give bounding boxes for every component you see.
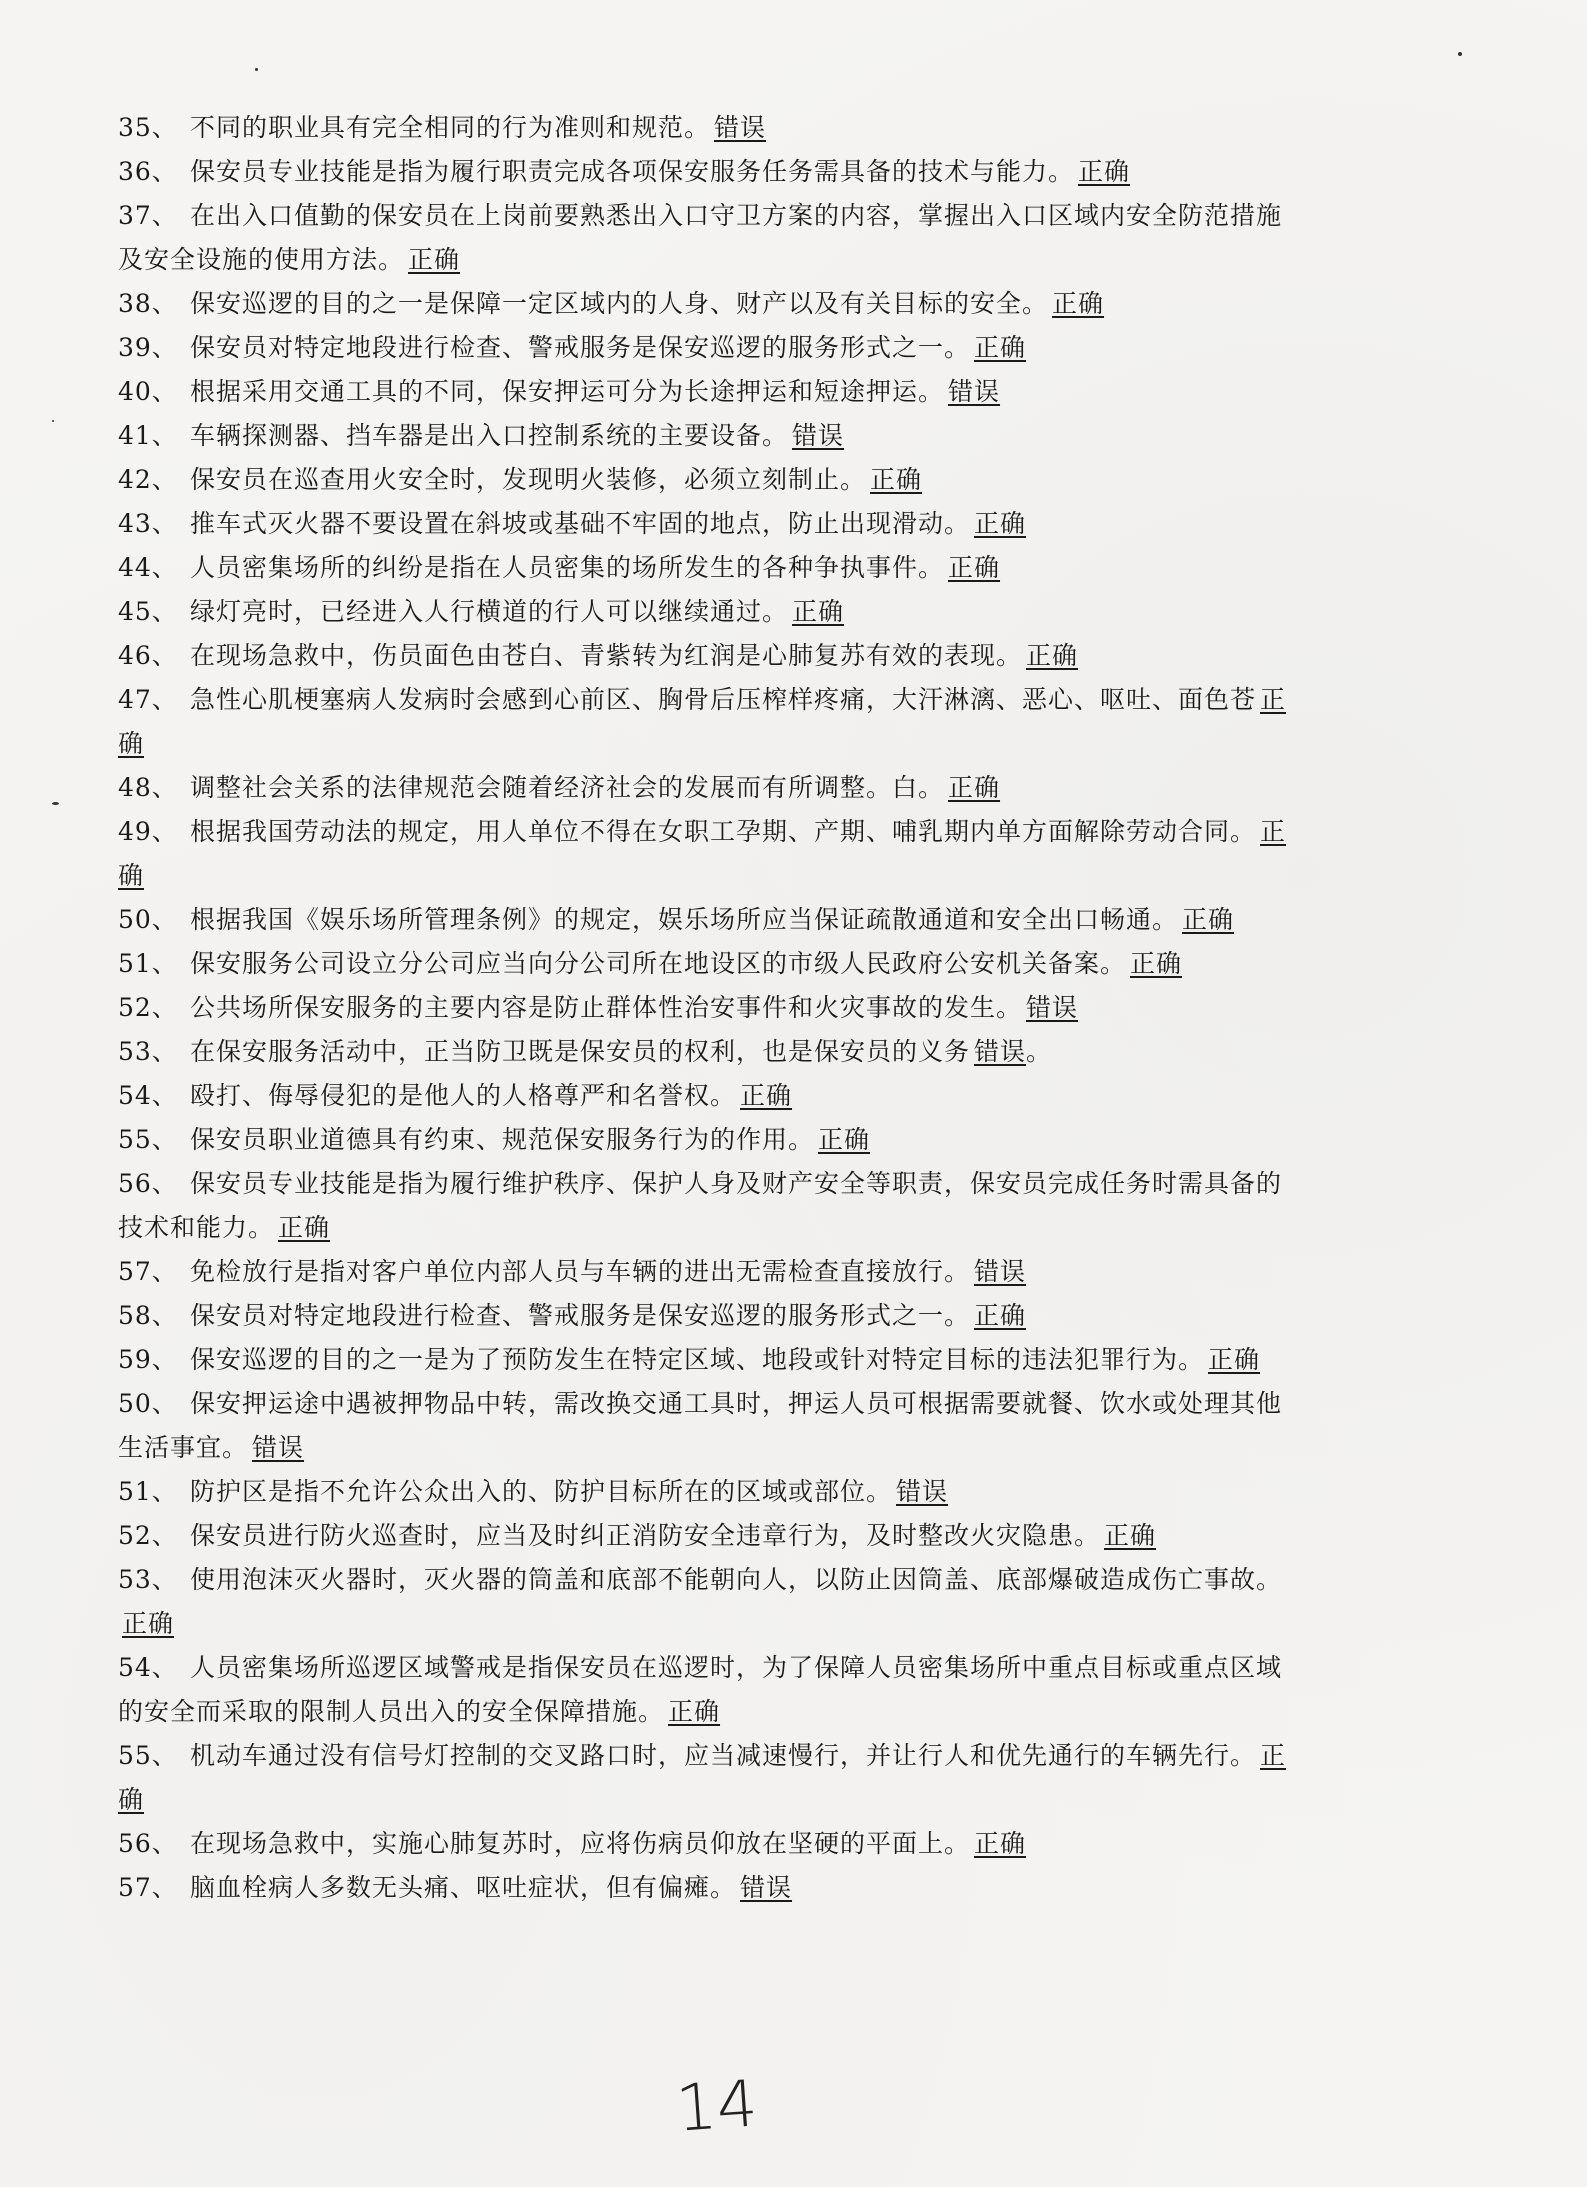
question-item: 50、 保安押运途中遇被押物品中转，需改换交通工具时，押运人员可根据需要就餐、饮水或处理其他生活事宜。 错误 (118, 1389, 1283, 1462)
answer-mark: 错误 (948, 377, 1001, 406)
answer-mark: 正确 (948, 773, 1001, 802)
answer-mark: 错误 (252, 1433, 305, 1462)
handwritten-page-number: 14 (673, 2067, 760, 2147)
answer-mark: 正确 (1208, 1345, 1261, 1374)
question-item: 39、 保安员对特定地段进行检查、警戒服务是保安巡逻的服务形式之一。 正确 (118, 333, 1027, 362)
answer-mark: 错误 (974, 1037, 1027, 1066)
answer-mark: 错误 (1026, 993, 1079, 1022)
answer-mark: 正确 (1078, 157, 1131, 186)
answer-mark: 正确 (974, 509, 1027, 538)
question-item: 46、 在现场急救中，伤员面色由苍白、青紫转为红润是心肺复苏有效的表现。 正确 (118, 641, 1079, 670)
answer-mark: 正确 (1182, 905, 1235, 934)
question-item: 36、 保安员专业技能是指为履行职责完成各项保安服务任务需具备的技术与能力。 正确 (118, 157, 1131, 186)
answer-mark: 错误 (896, 1477, 949, 1506)
scan-speck (1458, 52, 1462, 56)
question-item: 57、 脑血栓病人多数无头痛、呕吐症状，但有偏瘫。 错误 (118, 1873, 793, 1902)
answer-mark: 正确 (974, 1301, 1027, 1330)
answer-mark: 正确 (118, 1741, 1287, 1814)
answer-mark: 正确 (870, 465, 923, 494)
answer-mark: 正确 (668, 1697, 721, 1726)
question-item: 53、 在保安服务活动中，正当防卫既是保安员的权利，也是保安员的义务 错误。 (118, 1037, 1053, 1066)
answer-mark: 正确 (974, 1829, 1027, 1858)
question-item: 49、 根据我国劳动法的规定，用人单位不得在女职工孕期、产期、哺乳期内单方面解除劳动合同。 正确 (118, 817, 1287, 890)
answer-mark: 正确 (818, 1125, 871, 1154)
question-list (118, 106, 1298, 1910)
question-item: 52、 保安员进行防火巡查时，应当及时纠正消防安全违章行为，及时整改火灾隐患。 正确 (118, 1521, 1157, 1550)
answer-mark: 正确 (118, 685, 1287, 758)
answer-mark: 正确 (1104, 1521, 1157, 1550)
question-item: 43、 推车式灭火器不要设置在斜坡或基础不牢固的地点，防止出现滑动。 正确 (118, 509, 1027, 538)
question-item: 54、 殴打、侮辱侵犯的是他人的人格尊严和名誉权。 正确 (118, 1081, 793, 1110)
question-item: 52、 公共场所保安服务的主要内容是防止群体性治安事件和火灾事故的发生。 错误 (118, 993, 1079, 1022)
question-item: 53、 使用泡沫灭火器时，灭火器的筒盖和底部不能朝向人，以防止因筒盖、底部爆破造成伤亡事故。正确 (118, 1565, 1283, 1638)
question-item: 40、 根据采用交通工具的不同，保安押运可分为长途押运和短途押运。 错误 (118, 377, 1001, 406)
scan-speck (255, 68, 258, 71)
question-item: 55、 机动车通过没有信号灯控制的交叉路口时，应当减速慢行，并让行人和优先通行的车辆先行。 正确 (118, 1741, 1287, 1814)
answer-mark: 正确 (974, 333, 1027, 362)
answer-mark: 正确 (1026, 641, 1079, 670)
question-item: 58、 保安员对特定地段进行检查、警戒服务是保安巡逻的服务形式之一。 正确 (118, 1301, 1027, 1330)
question-item: 54、 人员密集场所巡逻区域警戒是指保安员在巡逻时，为了保障人员密集场所中重点目标或重点区域的安全而采取的限制人员出入的安全保障措施。 正确 (118, 1653, 1283, 1726)
answer-mark: 正确 (278, 1213, 331, 1242)
answer-mark: 错误 (792, 421, 845, 450)
question-item: 56、 在现场急救中，实施心肺复苏时，应将伤病员仰放在坚硬的平面上。 正确 (118, 1829, 1027, 1858)
question-item: 44、 人员密集场所的纠纷是指在人员密集的场所发生的各种争执事件。 正确 (118, 553, 1001, 582)
question-item: 42、 保安员在巡查用火安全时，发现明火装修，必须立刻制止。 正确 (118, 465, 923, 494)
question-item: 35、 不同的职业具有完全相同的行为准则和规范。 错误 (118, 113, 767, 142)
question-item: 55、 保安员职业道德具有约束、规范保安服务行为的作用。 正确 (118, 1125, 871, 1154)
question-item: 51、 保安服务公司设立分公司应当向分公司所在地设区的市级人民政府公安机关备案。 正确 (118, 949, 1183, 978)
question-item: 50、 根据我国《娱乐场所管理条例》的规定，娱乐场所应当保证疏散通道和安全出口畅通。 正确 (118, 905, 1235, 934)
question-item: 37、 在出入口值勤的保安员在上岗前要熟悉出入口守卫方案的内容，掌握出入口区域内安全防范措施及安全设施的使用方法。 正确 (118, 201, 1283, 274)
answer-mark: 正确 (122, 1609, 175, 1638)
question-item: 51、 防护区是指不允许公众出入的、防护目标所在的区域或部位。 错误 (118, 1477, 949, 1506)
question-item: 48、 调整社会关系的法律规范会随着经济社会的发展而有所调整。白。 正确 (118, 773, 1001, 802)
answer-mark: 错误 (974, 1257, 1027, 1286)
answer-mark: 正确 (1052, 289, 1105, 318)
answer-mark: 错误 (740, 1873, 793, 1902)
question-item: 56、 保安员专业技能是指为履行维护秩序、保护人身及财产安全等职责，保安员完成任务时需具备的技术和能力。 正确 (118, 1169, 1283, 1242)
answer-mark: 错误 (714, 113, 767, 142)
question-item: 38、 保安巡逻的目的之一是保障一定区域内的人身、财产以及有关目标的安全。 正确 (118, 289, 1105, 318)
scan-speck (52, 802, 59, 805)
answer-mark: 正确 (1130, 949, 1183, 978)
answer-mark: 正确 (792, 597, 845, 626)
answer-mark: 正确 (118, 817, 1287, 890)
question-item: 45、 绿灯亮时，已经进入人行横道的行人可以继续通过。 正确 (118, 597, 845, 626)
question-item: 59、 保安巡逻的目的之一是为了预防发生在特定区域、地段或针对特定目标的违法犯罪行为。 正确 (118, 1345, 1261, 1374)
question-item: 57、 免检放行是指对客户单位内部人员与车辆的进出无需检查直接放行。 错误 (118, 1257, 1027, 1286)
answer-mark: 正确 (740, 1081, 793, 1110)
answer-mark: 正确 (948, 553, 1001, 582)
answer-mark: 正确 (408, 245, 461, 274)
question-item: 47、 急性心肌梗塞病人发病时会感到心前区、胸骨后压榨样疼痛，大汗淋漓、恶心、呕吐、面色苍 正确 (118, 685, 1287, 758)
question-item: 41、 车辆探测器、挡车器是出入口控制系统的主要设备。 错误 (118, 421, 845, 450)
scan-speck (52, 420, 54, 422)
